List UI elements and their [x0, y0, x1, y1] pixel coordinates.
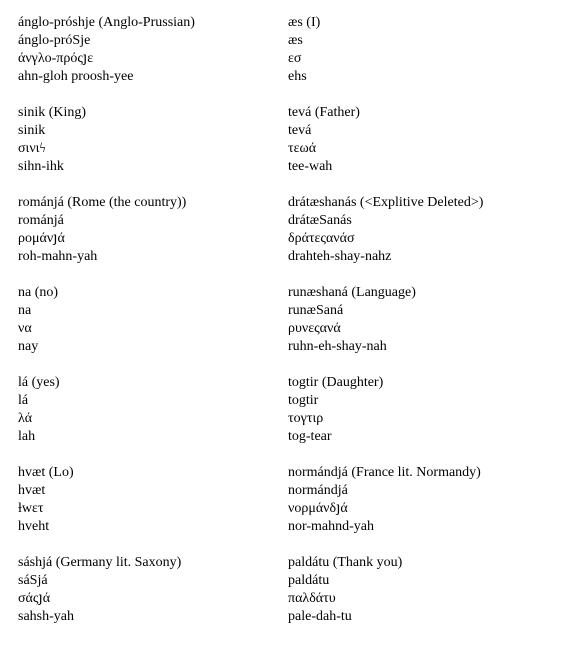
vocab-entry	[18, 374, 288, 464]
entry-heading: togtir (Daughter)	[288, 375, 384, 390]
entry-heading: ánglo-próshje (Anglo-Prussian)	[18, 15, 195, 30]
entry-romanized: sáSjá	[18, 573, 48, 588]
entry-romanized: drátæSanás	[288, 213, 352, 228]
vocab-entry	[288, 554, 558, 644]
vocab-entry	[18, 464, 288, 554]
entry-pronunciation: ehs	[288, 69, 307, 84]
entry-romanized: normándjá	[288, 483, 348, 498]
entry-romanized: na	[18, 303, 32, 318]
entry-script: λά	[18, 411, 33, 426]
entry-pronunciation: lah	[18, 429, 36, 444]
entry-heading: sinik (King)	[18, 105, 87, 120]
entry-pronunciation: pale-dah-tu	[288, 609, 352, 624]
entry-pronunciation: roh-mahn-yah	[18, 249, 98, 264]
entry-heading: normándjá (France lit. Normandy)	[288, 465, 481, 480]
entry-romanized: románjá	[18, 213, 64, 228]
vocab-entry	[288, 284, 558, 374]
entry-pronunciation: nor-mahnd-yah	[288, 519, 375, 534]
entry-script: δράτεςανάσ	[288, 231, 355, 246]
entry-heading: na (no)	[18, 285, 59, 300]
entry-heading: paldátu (Thank you)	[288, 555, 403, 570]
vocab-entry	[288, 374, 558, 464]
entry-heading: drátæshanás (<Explitive Deleted>)	[288, 195, 484, 210]
entry-pronunciation: tog-tear	[288, 429, 332, 444]
entry-script: παλδάτυ	[288, 591, 336, 606]
entry-pronunciation: hveht	[18, 519, 50, 534]
entry-pronunciation: drahteh-shay-nahz	[288, 249, 392, 264]
entry-romanized: tevá	[288, 123, 312, 138]
entry-romanized: lá	[18, 393, 29, 408]
entry-heading: runæshaná (Language)	[288, 285, 416, 300]
entry-script: ρομάνյά	[18, 231, 65, 246]
entry-heading: hvæt (Lo)	[18, 465, 74, 480]
entry-script: εσ	[288, 51, 302, 66]
entry-pronunciation: ruhn-eh-shay-nah	[288, 339, 387, 354]
entry-heading: románjá (Rome (the country))	[18, 195, 187, 210]
entry-romanized: sinik	[18, 123, 46, 138]
vocab-entry	[18, 104, 288, 194]
entry-script: άνγλο-πρόςյε	[18, 51, 94, 66]
entry-script: τεωά	[288, 141, 317, 156]
entry-script: ρυνεςανά	[288, 321, 341, 336]
vocab-entry	[18, 14, 288, 104]
vocab-entry	[18, 554, 288, 644]
entry-romanized: togtir	[288, 393, 319, 408]
entry-pronunciation: tee-wah	[288, 159, 333, 174]
entry-romanized: hvæt	[18, 483, 46, 498]
entry-script: ƚwετ	[18, 501, 44, 516]
entry-heading: æs (I)	[288, 15, 321, 30]
entry-script: τογτιρ	[288, 411, 324, 426]
entry-romanized: runæSaná	[288, 303, 344, 318]
vocab-entry	[18, 284, 288, 374]
vocab-entry	[18, 194, 288, 284]
entry-pronunciation: nay	[18, 339, 39, 354]
entry-script: σάςյά	[18, 591, 51, 606]
entry-script: σινιϟ	[18, 141, 46, 156]
vocab-entry	[288, 194, 558, 284]
entry-pronunciation: ahn-gloh proosh-yee	[18, 69, 134, 84]
left-column	[18, 14, 288, 644]
entry-script: να	[18, 321, 32, 336]
entry-heading: lá (yes)	[18, 375, 60, 390]
entry-romanized: ánglo-próSje	[18, 33, 91, 48]
vocab-entry	[288, 104, 558, 194]
entry-heading: sáshjá (Germany lit. Saxony)	[18, 555, 182, 570]
entry-pronunciation: sihn-ihk	[18, 159, 64, 174]
entry-heading: tevá (Father)	[288, 105, 360, 120]
entry-romanized: paldátu	[288, 573, 330, 588]
vocab-entry	[288, 14, 558, 104]
right-column	[288, 14, 558, 644]
entry-romanized: æs	[288, 33, 303, 48]
vocab-entry	[288, 464, 558, 554]
entry-script: νορμάνδյά	[288, 501, 348, 516]
entry-pronunciation: sahsh-yah	[18, 609, 74, 624]
